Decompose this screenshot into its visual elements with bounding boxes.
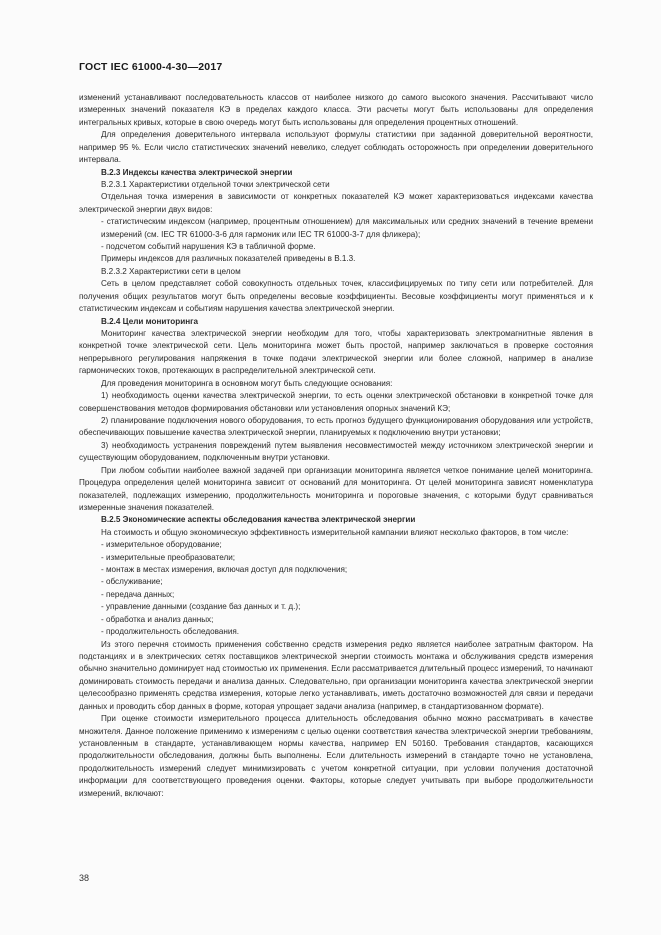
paragraph: Примеры индексов для различных показателей приведены в В.1.3. bbox=[101, 254, 356, 264]
list-item: - управление данными (создание баз данных и т. д.); bbox=[101, 602, 301, 612]
paragraph: Из этого перечня стоимость применения собственно средств измерения редко является наиболее затратным фактором. На подстанциях и в электрических сетях поставщиков электрической энергии стоимость монтажа и обслуживания средств измерения обычно значительно доминирует над стоимостью их применения. Если рассматривается длительный процесс измерений, то начинают доминировать стоимость передачи и анализа данных. Следовательно, при организации мониторинга качества электрической энергии целесообразно применять средства измерения, которые легко устанавливать, иметь достаточно возможностей для связи и передачи данных и проводить сбор данных в форме, которая упрощает задачи анализа (например, в стандартизованном формате). bbox=[79, 639, 593, 711]
list-item: - монтаж в местах измерения, включая доступ для подключения; bbox=[101, 565, 348, 575]
list-item: - обработка и анализ данных; bbox=[101, 614, 214, 624]
list-item: - статистическим индексом (например, процентным отношением) для максимальных или средних значений в течение времени измерений (см. IEC TR 61000-3-6 для гармоник или IEC TR 61000-3-7 для фликера); bbox=[101, 217, 593, 239]
numbered-item: 2) планирование подключения нового оборудования, то есть прогноз будущего функционирования оборудования или устройств, обеспечивающих повышение качества электрической энергии, планируемых к подключению внутри установки; bbox=[79, 415, 593, 438]
paragraph: изменений устанавливают последовательность классов от наиболее низкого до самого высокого значения. Рассчитывают число измеренных значений показателя КЭ в пределах каждого класса. Эти расчеты могут быть использованы для определения интегральных кривых, которые в свою очередь могут быть использованы для определения процентных отношений. bbox=[79, 93, 593, 127]
section-heading-b25: В.2.5 Экономические аспекты обследования качества электрической энергии bbox=[101, 515, 416, 525]
numbered-item: 1) необходимость оценки качества электрической энергии, то есть оценки электрической обстановки в конкретной точке для совершенствования методов формирования обстановки или установления опорных значений КЭ; bbox=[79, 391, 593, 413]
document-header: ГОСТ IEC 61000-4-30—2017 bbox=[79, 61, 223, 73]
paragraph: Отдельная точка измерения в зависимости от конкретных показателей КЭ может характеризоваться индексами качества электрической энергии двух видов: bbox=[79, 192, 593, 214]
section-heading-b23: В.2.3 Индексы качества электрической энергии bbox=[101, 167, 293, 177]
paragraph: При любом событии наиболее важной задачей при организации мониторинга является четкое понимание целей мониторинга. Процедура определения целей мониторинга зависит от оснований для мониторинга. От целей мониторинга зависят номенклатура показателей, подлежащих измерению, продолжительность мониторинга и пороговые значения, с которыми будут сравниваться измеренные значения показателей. bbox=[79, 465, 593, 512]
paragraph: Для проведения мониторинга в основном могут быть следующие основания: bbox=[101, 378, 393, 388]
paragraph: На стоимость и общую экономическую эффективность измерительной кампании влияют несколько факторов, в том числе: bbox=[101, 527, 569, 537]
numbered-item: 3) необходимость устранения повреждений путем выявления несовместимостей между источником электрической энергии и существующим оборудованием, подключенным внутри установки. bbox=[79, 440, 593, 463]
section-heading-b24: В.2.4 Цели мониторинга bbox=[101, 316, 199, 326]
document-body bbox=[79, 92, 593, 800]
subsection-heading-b231: В.2.3.1 Характеристики отдельной точки электрической сети bbox=[101, 179, 330, 189]
paragraph: При оценке стоимости измерительного процесса длительность обследования обычно можно рассматривать в качестве множителя. Данное положение применимо к измерениям с целью оценки соответствия качества электрической энергии требованиям, установленным в стандарте, устанавливающем нормы качества, например EN 50160. Требования стандартов, касающихся продолжительности обследования, должны быть выполнены. Если длительность измерений в стандарте точно не установлена, продолжительность измерений следует минимизировать с учетом конкретной ситуации, при условии получения достаточной информации для соответствующего проведения оценки. Факторы, которые следует учитывать при выборе продолжительности измерений, включают: bbox=[79, 714, 593, 798]
list-item: - измерительные преобразователи; bbox=[101, 552, 236, 562]
list-item: - продолжительность обследования. bbox=[101, 627, 240, 637]
list-item: - передача данных; bbox=[101, 589, 175, 599]
page-number: 38 bbox=[79, 873, 90, 883]
subsection-heading-b232: В.2.3.2 Характеристики сети в целом bbox=[101, 266, 241, 276]
list-item: - подсчетом событий нарушения КЭ в табличной форме. bbox=[101, 242, 316, 252]
paragraph: Сеть в целом представляет собой совокупность отдельных точек, классифицируемых по типу сети или потребителей. Для получения общих результатов могут быть определены весовые коэффициенты. Весовые коэффициенты могут применяться и к статистическим индексам и событиям нарушения качества электрической энергии. bbox=[79, 279, 593, 314]
paragraph: Мониторинг качества электрической энергии необходим для того, чтобы характеризовать электромагнитные явления в конкретной точке электрической сети. Цель мониторинга может быть простой, например заключаться в проверке состояния непрерывного регулирования напряжения в точке подачи электрической энергии или более сложной, например в анализе гармонических токов, протекающих в распределительной электрической сети. bbox=[79, 329, 593, 376]
list-item: - измерительное оборудование; bbox=[101, 540, 222, 550]
list-item: - обслуживание; bbox=[101, 577, 163, 587]
paragraph: Для определения доверительного интервала используют формулы статистики при заданной доверительной вероятности, например 95 %. Если число статистических значений невелико, следует соблюдать осторожность при определении доверительного интервала. bbox=[79, 130, 593, 165]
